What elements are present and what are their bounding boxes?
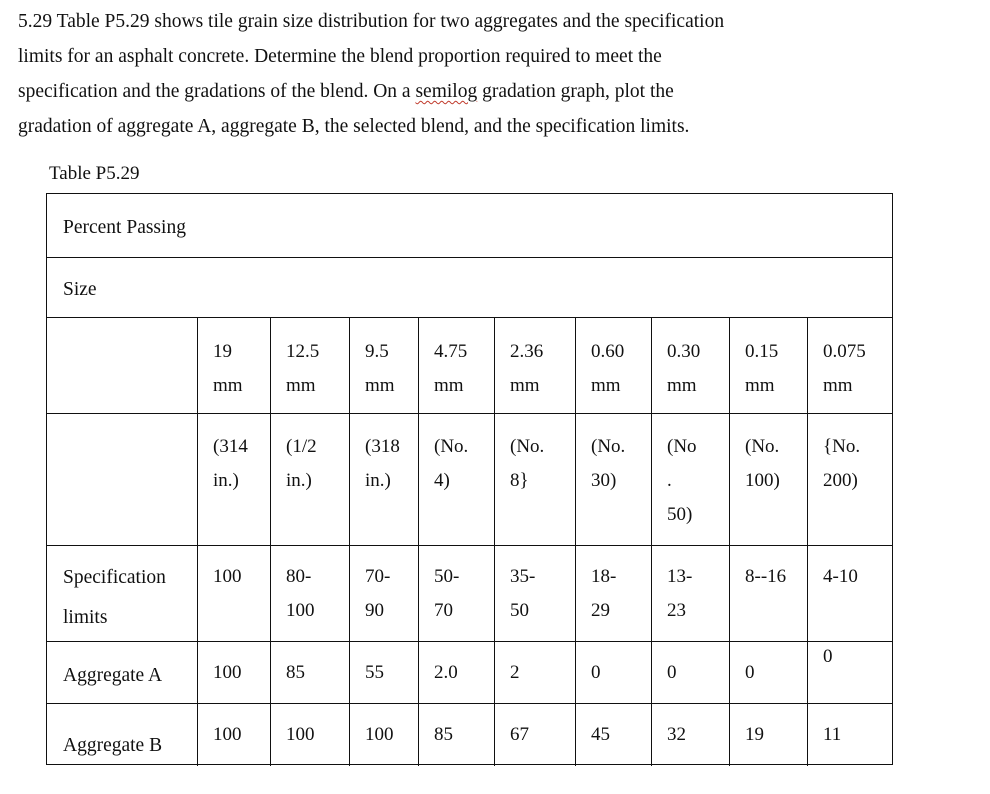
size-mm-cell: 4.75 xyxy=(434,341,468,362)
size-sieve-cell: (No xyxy=(667,436,697,457)
problem-line-3-end: gradation graph, plot the xyxy=(477,81,674,102)
spellcheck-marked-word[interactable]: semilog xyxy=(415,81,478,102)
gradation-table xyxy=(46,193,893,765)
spec-limit-cell: 4-10 xyxy=(823,566,858,587)
aggregate-a-cell: 0 xyxy=(667,662,677,683)
table-rule xyxy=(47,545,892,546)
row-label-spec-2: limits xyxy=(63,607,108,628)
column-rule xyxy=(575,317,576,766)
size-mm-cell: 12.5 xyxy=(286,341,320,362)
problem-line-3 xyxy=(18,74,958,109)
problem-line-3-start: specification and the gradations of the blend. On a xyxy=(18,81,416,102)
size-sieve-cell: in.) xyxy=(213,470,239,491)
column-rule xyxy=(807,317,808,766)
size-mm-cell: 0.30 xyxy=(667,341,701,362)
table-caption: Table P5.29 xyxy=(49,163,140,184)
aggregate-a-cell: 85 xyxy=(286,662,305,683)
aggregate-a-cell: 2.0 xyxy=(434,662,458,683)
aggregate-b-cell: 19 xyxy=(745,724,764,745)
size-sieve-cell: . xyxy=(667,470,672,491)
aggregate-a-cell: 0 xyxy=(591,662,601,683)
aggregate-b-cell: 11 xyxy=(823,724,842,745)
header-size: Size xyxy=(63,279,97,300)
table-rule xyxy=(47,703,892,704)
size-mm-cell: 2.36 xyxy=(510,341,544,362)
size-mm-cell: mm xyxy=(365,375,395,396)
table-rule xyxy=(47,317,892,318)
size-mm-cell: 19 xyxy=(213,341,232,362)
spec-limit-cell: 50- xyxy=(434,566,460,587)
aggregate-b-cell: 85 xyxy=(434,724,453,745)
spec-limit-cell: 70- xyxy=(365,566,391,587)
aggregate-b-cell: 100 xyxy=(365,724,394,745)
size-sieve-cell: 100) xyxy=(745,470,780,491)
size-sieve-cell: 30) xyxy=(591,470,617,491)
size-mm-cell: 0.60 xyxy=(591,341,625,362)
table-rule xyxy=(47,641,892,642)
size-mm-cell: mm xyxy=(745,375,775,396)
size-mm-cell: mm xyxy=(286,375,316,396)
column-rule xyxy=(418,317,419,766)
row-label-aggregate-a: Aggregate A xyxy=(63,665,163,686)
table-rule xyxy=(47,413,892,414)
size-mm-cell: mm xyxy=(591,375,621,396)
spec-limit-cell: 35- xyxy=(510,566,536,587)
problem-line-4: gradation of aggregate A, aggregate B, the selected blend, and the specification limits. xyxy=(18,116,690,137)
column-rule xyxy=(494,317,495,766)
spec-limit-cell: 90 xyxy=(365,600,384,621)
size-sieve-cell: 8} xyxy=(510,470,529,491)
size-mm-cell: mm xyxy=(510,375,540,396)
column-rule xyxy=(651,317,652,766)
spec-limit-cell: 70 xyxy=(434,600,453,621)
size-sieve-cell: (1/2 xyxy=(286,436,317,457)
aggregate-a-cell: 100 xyxy=(213,662,242,683)
column-rule xyxy=(197,317,198,766)
size-mm-cell: mm xyxy=(823,375,853,396)
size-sieve-cell: in.) xyxy=(365,470,391,491)
size-sieve-cell: (No. xyxy=(510,436,545,457)
size-sieve-cell: (No. xyxy=(591,436,626,457)
aggregate-a-cell: 0 xyxy=(745,662,755,683)
size-sieve-cell: (318 xyxy=(365,436,400,457)
size-sieve-cell: 200) xyxy=(823,470,858,491)
column-rule xyxy=(729,317,730,766)
size-mm-cell: 0.15 xyxy=(745,341,779,362)
spec-limit-cell: 50 xyxy=(510,600,529,621)
spec-limit-cell: 100 xyxy=(213,566,242,587)
size-sieve-cell: (314 xyxy=(213,436,248,457)
spec-limit-cell: 80- xyxy=(286,566,312,587)
size-mm-cell: mm xyxy=(667,375,697,396)
size-sieve-cell: in.) xyxy=(286,470,312,491)
size-sieve-cell: (No. xyxy=(745,436,780,457)
problem-line-2: limits for an asphalt concrete. Determine the blend proportion required to meet the xyxy=(18,46,662,67)
aggregate-a-cell: 0 xyxy=(823,646,833,667)
aggregate-b-cell: 100 xyxy=(286,724,315,745)
column-rule xyxy=(349,317,350,766)
problem-line-1: 5.29 Table P5.29 shows tile grain size distribution for two aggregates and the specification xyxy=(18,11,725,32)
spec-limit-cell: 18- xyxy=(591,566,617,587)
spec-limit-cell: 23 xyxy=(667,600,686,621)
size-sieve-cell: 4) xyxy=(434,470,450,491)
row-label-spec-1: Specification xyxy=(63,567,166,588)
row-label-aggregate-b: Aggregate B xyxy=(63,735,163,756)
size-mm-cell: mm xyxy=(213,375,243,396)
table-rule xyxy=(47,257,892,258)
spec-limit-cell: 29 xyxy=(591,600,610,621)
spec-limit-cell: 13- xyxy=(667,566,693,587)
size-mm-cell: 9.5 xyxy=(365,341,389,362)
aggregate-b-cell: 67 xyxy=(510,724,529,745)
header-percent-passing: Percent Passing xyxy=(63,217,186,238)
size-mm-cell: mm xyxy=(434,375,464,396)
aggregate-a-cell: 2 xyxy=(510,662,520,683)
aggregate-b-cell: 45 xyxy=(591,724,610,745)
column-rule xyxy=(270,317,271,766)
aggregate-b-cell: 100 xyxy=(213,724,242,745)
spec-limit-cell: 8--16 xyxy=(745,566,787,587)
size-sieve-cell: {No. xyxy=(823,436,861,457)
size-sieve-cell: 50) xyxy=(667,504,693,525)
aggregate-b-cell: 32 xyxy=(667,724,686,745)
size-sieve-cell: (No. xyxy=(434,436,469,457)
size-mm-cell: 0.075 xyxy=(823,341,866,362)
problem-statement xyxy=(18,4,958,144)
aggregate-a-cell: 55 xyxy=(365,662,384,683)
spec-limit-cell: 100 xyxy=(286,600,315,621)
